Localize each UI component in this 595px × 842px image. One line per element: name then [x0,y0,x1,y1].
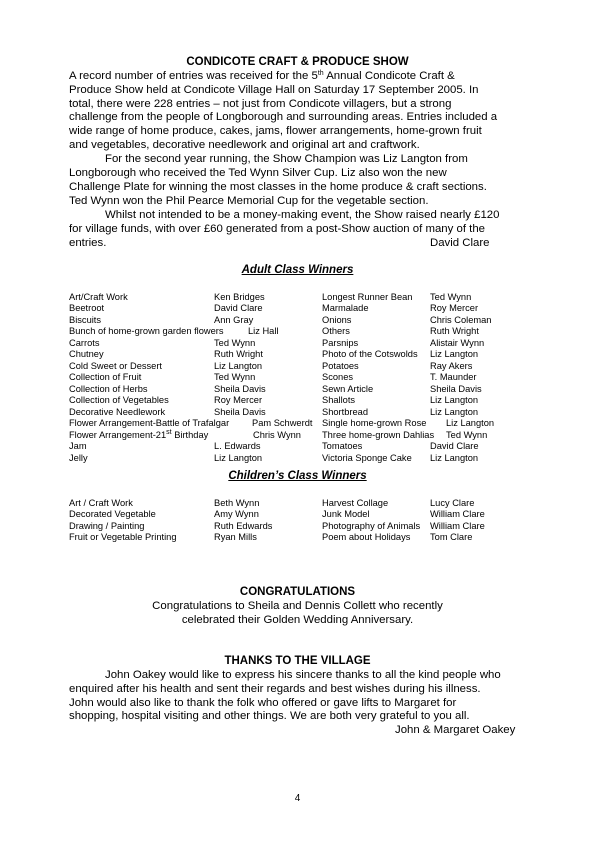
class-name: Photo of the Cotswolds [322,349,418,359]
winner-name: Liz Hall [248,326,279,336]
show-author: David Clare [430,237,490,249]
show-paragraph-line: Whilst not intended to be a money-making event, the Show raised nearly £120 [105,209,500,221]
show-paragraph-line: Ted Wynn won the Phil Pearce Memorial Cup for the vegetable section. [69,195,429,207]
text-run: Annual Condicote Craft & [323,70,455,82]
congratulations-line: celebrated their Golden Wedding Anniversary. [181,614,414,626]
winner-name: Lucy Clare [430,498,475,508]
class-name: Art / Craft Work [69,498,133,508]
show-paragraph-line: Challenge Plate for winning the most classes in the home produce & craft sections. [69,181,487,193]
show-paragraph-line: For the second year running, the Show Champion was Liz Langton from [105,153,468,165]
children-class-heading: Children’s Class Winners [228,470,367,482]
winner-name: Alistair Wynn [430,338,485,348]
congratulations-line: Congratulations to Sheila and Dennis Collett who recently [152,600,443,612]
class-name: Photography of Animals [322,521,421,531]
page-number: 4 [294,793,301,804]
thanks-title: THANKS TO THE VILLAGE [224,655,371,667]
thanks-line: enquired after his health and sent their regards and best wishes during his illness. [69,683,481,695]
class-name: Biscuits [69,315,102,325]
winner-name: Ted Wynn [214,338,256,348]
winner-name: Liz Langton [430,349,479,359]
winner-name: Liz Langton [430,453,479,463]
show-paragraph-line: Longborough who received the Ted Wynn Silver Cup. Liz also won the new [69,167,447,179]
winner-name: Sheila Davis [214,384,266,394]
class-name: Sewn Article [322,384,374,394]
winner-name: David Clare [214,303,263,313]
class-name: Collection of Vegetables [69,395,169,405]
text-run: A record number of entries was received for the 5 [69,70,318,82]
winner-name: Sheila Davis [214,407,266,417]
superscript: st [166,429,172,436]
class-name: Others [322,326,350,336]
thanks-line: John Oakey would like to express his sincere thanks to all the kind people who [105,669,501,681]
class-name: Marmalade [322,303,369,313]
winner-name: Roy Mercer [214,395,263,405]
class-name: Art/Craft Work [69,292,128,302]
winner-name: Beth Wynn [214,498,260,508]
winner-name: David Clare [430,441,479,451]
class-name: Shortbread [322,407,368,417]
text-run: Flower Arrangement-21 [69,430,167,440]
winner-name: Amy Wynn [214,509,259,519]
class-name: Collection of Herbs [69,384,148,394]
winner-name: William Clare [430,509,485,519]
winner-name: Ted Wynn [430,292,472,302]
winner-name: Liz Langton [430,395,479,405]
winner-name: William Clare [430,521,485,531]
show-paragraph-line: and vegetables, decorative needlework and original art and craftwork. [69,139,420,151]
show-paragraph-line: total, there were 228 entries – not just from Condicote villagers, but a strong [69,98,452,110]
winner-name: Chris Wynn [253,430,301,440]
show-paragraph-line: Produce Show held at Condicote Village Hall on Saturday 17 September 2005. In [69,84,479,96]
thanks-signature: John & Margaret Oakey [395,724,516,736]
winner-name: Ray Akers [430,361,473,371]
winner-name: Liz Langton [446,418,495,428]
class-name: Decorated Vegetable [69,509,156,519]
class-name: Jelly [69,453,88,463]
show-paragraph-line: challenge from the people of Longborough and surrounding areas. Entries included a [69,111,498,123]
class-name: Jam [69,441,87,451]
winner-name: Tom Clare [430,532,473,542]
class-name: Drawing / Painting [69,521,145,531]
class-name: Poem about Holidays [322,532,411,542]
show-paragraph-line: wide range of home produce, cakes, jams, flower arrangements, home-grown fruit [69,125,482,137]
class-name: Junk Model [322,509,370,519]
class-name [69,430,208,442]
class-name: Beetroot [69,303,105,313]
winner-name: Roy Mercer [430,303,479,313]
class-name: Scones [322,372,354,382]
show-paragraph-line: entries. [69,237,107,249]
show-paragraph-line: for village funds, with over £60 generated from a post-Show auction of many of the [69,223,485,235]
winner-name: Ruth Wright [214,349,263,359]
class-name: Collection of Fruit [69,372,142,382]
winner-name: Ruth Edwards [214,521,273,531]
show-paragraph-1-first-line [69,70,455,83]
class-name: Potatoes [322,361,359,371]
thanks-line: John would also like to thank the folk who offered or gave lifts to Margaret for [69,697,457,709]
class-name: Shallots [322,395,356,405]
class-name: Cold Sweet or Dessert [69,361,163,371]
class-name: Three home-grown Dahlias [322,430,435,440]
superscript: th [317,70,324,77]
class-name: Carrots [69,338,100,348]
class-name: Fruit or Vegetable Printing [69,532,177,542]
class-name: Bunch of home-grown garden flowers [69,326,224,336]
class-name: Single home-grown Rose [322,418,427,428]
class-name: Chutney [69,349,104,359]
winner-name: L. Edwards [214,441,261,451]
class-name: Tomatoes [322,441,363,451]
class-name: Onions [322,315,352,325]
winner-name: Liz Langton [214,361,263,371]
congratulations-title: CONGRATULATIONS [239,586,356,598]
text-run: Birthday [171,430,209,440]
class-name: Decorative Needlework [69,407,166,417]
winner-name: Sheila Davis [430,384,482,394]
thanks-line: shopping, hospital visiting and other things. We are both very grateful to you all. [69,710,470,722]
winner-name: Pam Schwerdt [252,418,313,428]
class-name: Parsnips [322,338,359,348]
class-name: Harvest Collage [322,498,389,508]
winner-name: Ted Wynn [214,372,256,382]
show-title: CONDICOTE CRAFT & PRODUCE SHOW [186,56,409,68]
class-name: Flower Arrangement-Battle of Trafalgar [69,418,230,428]
winner-name: Ann Gray [214,315,254,325]
adult-class-heading: Adult Class Winners [241,264,354,276]
winner-name: Chris Coleman [430,315,492,325]
class-name: Longest Runner Bean [322,292,413,302]
winner-name: Liz Langton [214,453,263,463]
winner-name: T. Maunder [430,372,477,382]
winner-name: Ken Bridges [214,292,265,302]
winner-name: Liz Langton [430,407,479,417]
winner-name: Ted Wynn [446,430,488,440]
winner-name: Ruth Wright [430,326,479,336]
class-name: Victoria Sponge Cake [322,453,412,463]
winner-name: Ryan Mills [214,532,257,542]
